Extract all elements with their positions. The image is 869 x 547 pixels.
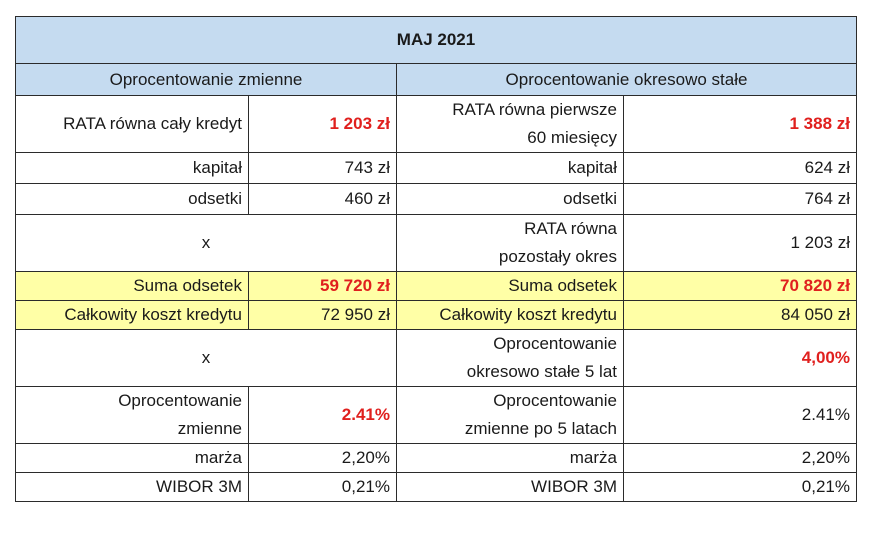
wibor-row: [16, 473, 857, 502]
rata-variable-value: 1 203 zł: [249, 96, 397, 153]
odsetki-fixed-value: 764 zł: [624, 184, 857, 215]
rata-fixed-label-line2: 60 miesięcy: [527, 128, 617, 147]
suma-odsetek-fixed-label: Suma odsetek: [397, 272, 624, 301]
variable-rate-fixed-label-line1: Oprocentowanie: [493, 391, 617, 410]
rata-rest-variable-placeholder: x: [16, 215, 397, 272]
variable-rate-fixed-label-line2: zmienne po 5 latach: [464, 419, 617, 438]
variable-rate-fixed-value: 2.41%: [624, 387, 857, 444]
kapital-variable-label: kapitał: [16, 153, 249, 184]
fixed-rate-label-line1: Oprocentowanie: [493, 334, 617, 353]
rata-rest-fixed-value: 1 203 zł: [624, 215, 857, 272]
variable-rate-variable-value: 2.41%: [249, 387, 397, 444]
fixed-rate-value: 4,00%: [624, 330, 857, 387]
kapital-fixed-value: 624 zł: [624, 153, 857, 184]
fixed-rate-variable-placeholder: x: [16, 330, 397, 387]
marza-variable-label: marża: [16, 444, 249, 473]
variable-rate-variable-label: [16, 387, 249, 444]
suma-odsetek-variable-value: 59 720 zł: [249, 272, 397, 301]
loan-comparison-table: [15, 16, 857, 502]
header-row: [16, 64, 857, 96]
odsetki-variable-label: odsetki: [16, 184, 249, 215]
suma-odsetek-variable-label: Suma odsetek: [16, 272, 249, 301]
koszt-variable-label: Całkowity koszt kredytu: [16, 301, 249, 330]
kapital-variable-value: 743 zł: [249, 153, 397, 184]
table-title: MAJ 2021: [16, 17, 857, 64]
kapital-fixed-label: kapitał: [397, 153, 624, 184]
variable-rate-row: [16, 387, 857, 444]
rata-rest-fixed-label: [397, 215, 624, 272]
rata-fixed-value: 1 388 zł: [624, 96, 857, 153]
koszt-variable-value: 72 950 zł: [249, 301, 397, 330]
rata-rest-fixed-label-line1: RATA równa: [524, 219, 617, 238]
rata-variable-label: RATA równa cały kredyt: [16, 96, 249, 153]
rata-fixed-label: [397, 96, 624, 153]
koszt-fixed-value: 84 050 zł: [624, 301, 857, 330]
suma-odsetek-row: [16, 272, 857, 301]
odsetki-row: [16, 184, 857, 215]
koszt-row: [16, 301, 857, 330]
odsetki-variable-value: 460 zł: [249, 184, 397, 215]
marza-row: [16, 444, 857, 473]
variable-rate-variable-label-line2: zmienne: [177, 419, 242, 438]
wibor-variable-value: 0,21%: [249, 473, 397, 502]
title-row: [16, 17, 857, 64]
wibor-fixed-label: WIBOR 3M: [397, 473, 624, 502]
rata-fixed-label-line1: RATA równa pierwsze: [452, 100, 617, 119]
kapital-row: [16, 153, 857, 184]
suma-odsetek-fixed-value: 70 820 zł: [624, 272, 857, 301]
marza-fixed-value: 2,20%: [624, 444, 857, 473]
odsetki-fixed-label: odsetki: [397, 184, 624, 215]
marza-fixed-label: marża: [397, 444, 624, 473]
variable-rate-variable-label-line1: Oprocentowanie: [118, 391, 242, 410]
rata-rest-fixed-label-line2: pozostały okres: [498, 247, 617, 266]
fixed-rate-row: [16, 330, 857, 387]
wibor-variable-label: WIBOR 3M: [16, 473, 249, 502]
fixed-rate-label: [397, 330, 624, 387]
marza-variable-value: 2,20%: [249, 444, 397, 473]
fixed-rate-label-line2: okresowo stałe 5 lat: [466, 362, 617, 381]
variable-rate-fixed-label: [397, 387, 624, 444]
wibor-fixed-value: 0,21%: [624, 473, 857, 502]
koszt-fixed-label: Całkowity koszt kredytu: [397, 301, 624, 330]
header-variable: Oprocentowanie zmienne: [16, 64, 397, 96]
rata-row: [16, 96, 857, 153]
rata-rest-row: [16, 215, 857, 272]
header-fixed: Oprocentowanie okresowo stałe: [397, 64, 857, 96]
